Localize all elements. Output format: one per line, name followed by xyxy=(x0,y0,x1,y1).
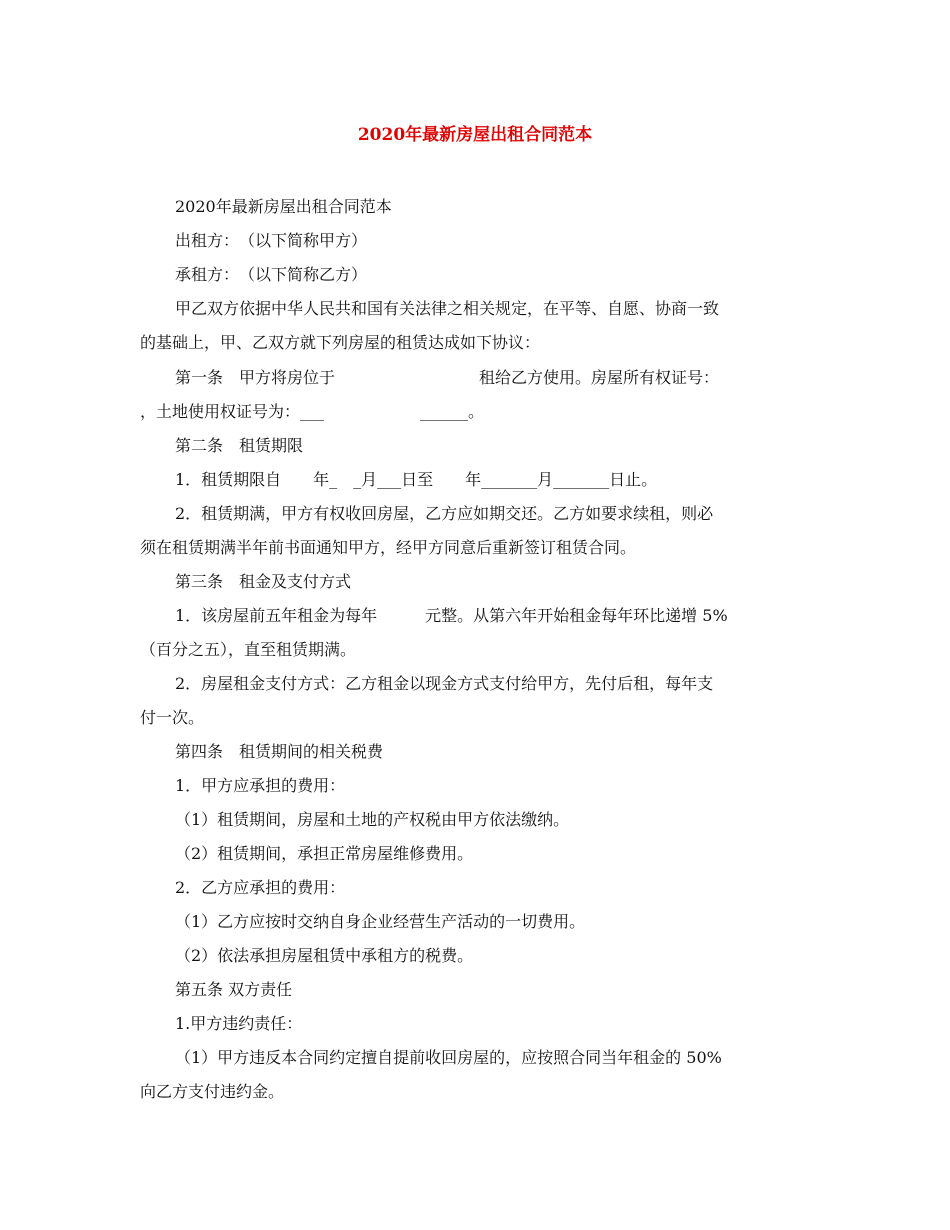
paragraph-line: 第三条 租金及支付方式 xyxy=(175,572,352,591)
paragraph-line: 第四条 租赁期间的相关税费 xyxy=(175,742,384,761)
paragraph-line: 的基础上，甲、乙双方就下列房屋的租赁达成如下协议： xyxy=(140,333,541,352)
paragraph-line: 第一条 甲方将房位于 租给乙方使用。房屋所有权证号： xyxy=(175,368,720,387)
paragraph-line: （2）依法承担房屋租赁中承租方的税费。 xyxy=(175,946,474,965)
paragraph-line: 1.甲方违约责任： xyxy=(175,1014,303,1033)
paragraph-line: ，土地使用权证号为：___ ______。 xyxy=(140,402,485,421)
paragraph-line: （1）租赁期间，房屋和土地的产权税由甲方依法缴纳。 xyxy=(175,810,570,829)
paragraph-line: 第二条 租赁期限 xyxy=(175,436,304,455)
paragraph-line: 承租方： （以下简称乙方） xyxy=(175,265,368,284)
paragraph-line: 2020年最新房屋出租合同范本 xyxy=(175,197,392,216)
paragraph-line: 甲乙双方依据中华人民共和国有关法律之相关规定，在平等、自愿、协商一致 xyxy=(175,299,720,318)
paragraph-line: 第五条 双方责任 xyxy=(175,980,293,999)
paragraph-line: （百分之五），直至租赁期满。 xyxy=(140,640,357,659)
paragraph-line: 出租方： （以下简称甲方） xyxy=(175,231,368,250)
paragraph-line: 向乙方支付违约金。 xyxy=(140,1082,285,1101)
paragraph-line: （2）租赁期间，承担正常房屋维修费用。 xyxy=(175,844,474,863)
paragraph-line: （1）乙方应按时交纳自身企业经营生产活动的一切费用。 xyxy=(175,912,586,931)
paragraph-line: 2．乙方应承担的费用： xyxy=(175,878,346,897)
paragraph-line: 付一次。 xyxy=(140,708,205,727)
paragraph-line: 1．该房屋前五年租金为每年 元整。从第六年开始租金每年环比递增 5% xyxy=(175,606,728,625)
paragraph-line: （1）甲方违反本合同约定擅自提前收回房屋的，应按照合同当年租金的 50% xyxy=(175,1048,722,1067)
document-title: 2020年最新房屋出租合同范本 xyxy=(357,125,593,145)
paragraph-line: 1．租赁期限自 年_ _月___日至 年_______月_______日止。 xyxy=(175,470,658,489)
paragraph-line: 须在租赁期满半年前书面通知甲方，经甲方同意后重新签订租赁合同。 xyxy=(140,538,637,557)
paragraph-line: 1．甲方应承担的费用： xyxy=(175,776,346,795)
paragraph-line: 2．房屋租金支付方式：乙方租金以现金方式支付给甲方，先付后租，每年支 xyxy=(175,674,714,693)
paragraph-line: 2．租赁期满，甲方有权收回房屋，乙方应如期交还。乙方如要求续租，则必 xyxy=(175,504,714,523)
